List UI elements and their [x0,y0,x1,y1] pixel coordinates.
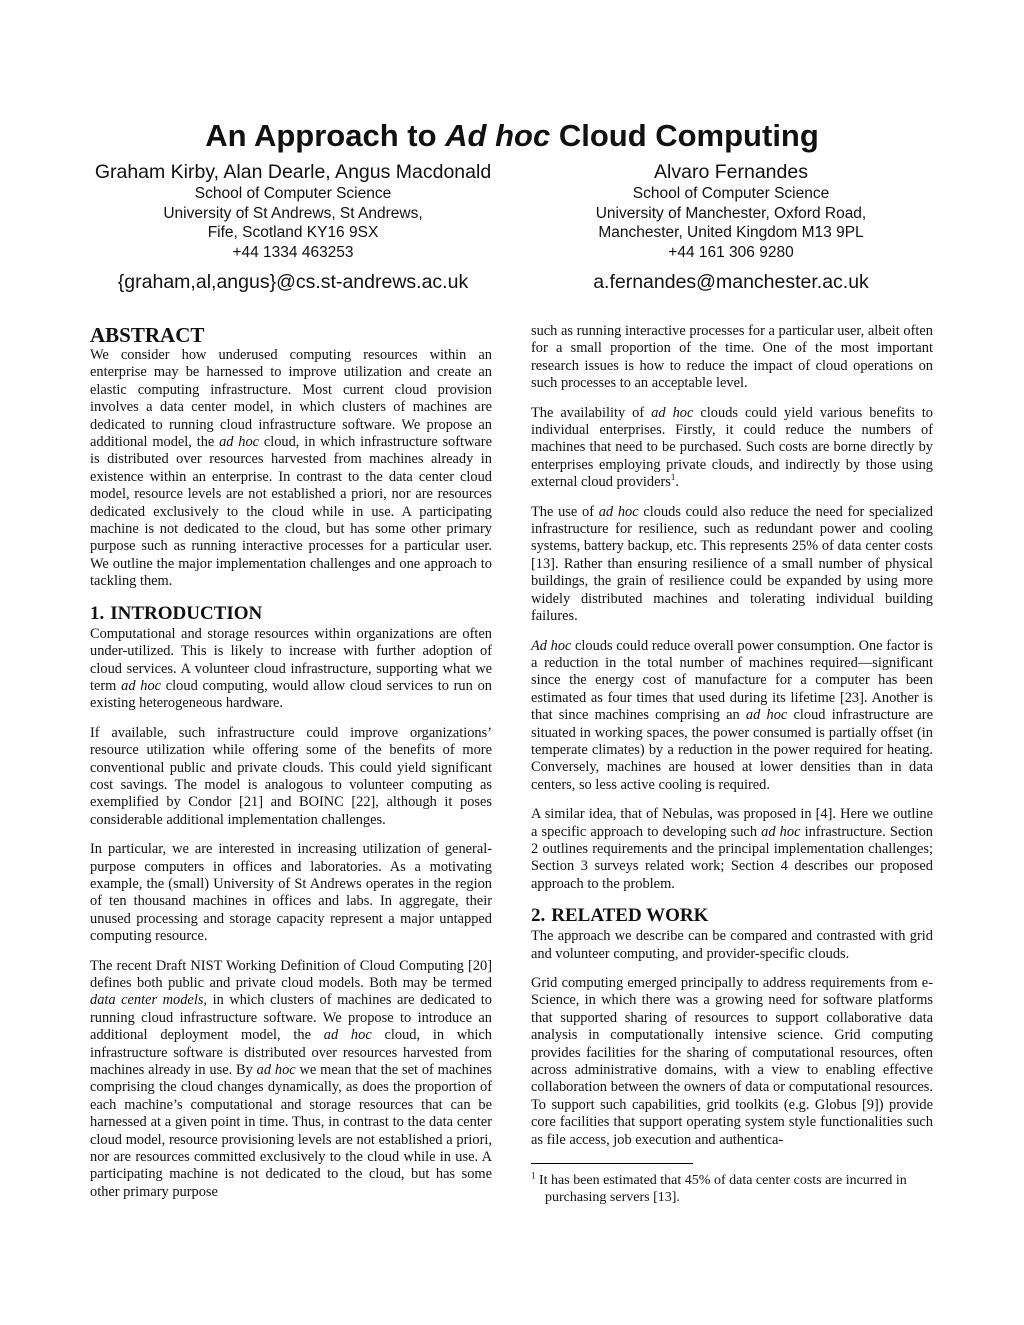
section-heading-introduction: 1. INTRODUCTION [90,602,263,624]
body-paragraph: A similar idea, that of Nebulas, was proposed in [4]. Here we outline a specific approach to developing such ad hoc infrastructure. Section 2 outlines requirements and the principal implementation challenges; Section 3 surveys related work; Section 4 describes our proposed approach to the problem. [531,806,933,892]
affiliation-line: Fife, Scotland KY16 9SX [207,224,379,241]
affiliation-line: School of Computer Science [194,185,392,202]
body-paragraph: Ad hoc clouds could reduce overall power consumption. One factor is a reduction in the total number of machines required—significant since the energy cost of manufacture for a computer has been estimated as four times that used during its lifetime [23]. Another is that since machines comprising an ad hoc cloud infrastructure are situated in working spaces, the power consumed is partially offset (in temperate climates) by a reduction in the power required for heating. Conversely, machines are housed at lower densities than in data centers, so less active cooling is required. [531,637,933,793]
affiliation-line: University of Manchester, Oxford Road, [595,204,867,222]
author-names: Graham Kirby, Alan Dearle, Angus Macdonald [94,161,492,183]
body-paragraph: In particular, we are interested in increasing utilization of general-purpose computers in offices and laboratories. As a motivating example, the (small) University of St Andrews operates in the region of ten thousand machines in offices and labs. In aggregate, their unused processing and storage capacity represent a major untapped computing resource. [90,841,492,945]
paper-title: An Approach to Ad hoc Cloud Computing [205,118,819,153]
affiliation-line: University of St Andrews, St Andrews, [163,204,423,222]
body-paragraph: The use of ad hoc clouds could also reduce the need for specialized infrastructure for resilience, such as redundant power and cooling systems, battery backup, etc. This represents 25% of data center costs [13]. Rather than ensuring resilience of a small number of physical buildings, the grain of resilience could be expanded by using more widely distributed machines and tolerating individual building failures. [531,503,933,625]
phone-line: +44 161 306 9280 [668,243,794,261]
body-paragraph: The recent Draft NIST Working Definition of Cloud Computing [20] defines both public and private cloud models. Both may be termed data center models, in which clusters of machines are dedicated to running cloud infrastructure software. We propose to introduce an additional deployment model, the ad hoc cloud, in which infrastructure software is distributed over resources harvested from machines already in use. By ad hoc we mean that the set of machines comprising the cloud changes dynamically, as does the proportion of each machine’s computational and storage resources that can be harnessed at a given point in time. Thus, in contrast to the data center cloud model, resource provisioning levels are not established a priori, nor are resources committed exclusively to the cloud while in use. A participating machine is not dedicated to the cloud, but has some other primary purpose [90,957,492,1200]
affiliation-line: Manchester, United Kingdom M13 9PL [598,224,864,241]
affiliation-line: School of Computer Science [632,185,830,202]
footnote-divider [531,1163,693,1164]
author-email: a.fernandes@manchester.ac.uk [593,271,869,293]
body-paragraph: The approach we describe can be compared and contrasted with grid and volunteer computing, and provider-specific clouds. [531,928,933,962]
body-paragraph: Grid computing emerged principally to address requirements from e-Science, in which there was a growing need for software platforms that supported sharing of resources to support collaborative data analysis in computationally intensive science. Grid computing provides facilities for the sharing of computational resources, often across administrative domains, with a view to enabling effective collaboration between the owners of data or computational resources. To support such capabilities, grid toolkits (e.g. Globus [9]) provide core facilities that support operating system style functionalities such as file access, job execution and authentica- [531,975,933,1148]
footnote: $^1$ It has been estimated that 45% of data center costs are incurred in purchasing servers [13]. [531,1170,907,1206]
abstract-paragraph: We consider how underused computing resources within an enterprise may be harnessed to improve utilization and create an elastic computing infrastructure. Most current cloud provision involves a data center model, in which clusters of machines are dedicated to running cloud infrastructure software. We propose an additional model, the ad hoc cloud, in which infrastructure software is distributed over resources harvested from machines already in existence within an enterprise. In contrast to the data center cloud model, resource levels are not established a priori, nor are resources dedicated exclusively to the cloud while in use. A participating machine is not dedicated to the cloud, but has some other primary purpose such as running interactive processes for a particular user. We outline the major implementation challenges and one approach to tackling them. [90,347,492,590]
left-column [90,323,492,1213]
abstract-heading: ABSTRACT [90,323,205,347]
right-column [531,323,933,1206]
phone-line: +44 1334 463253 [232,243,354,261]
author-block-manchester [511,160,951,294]
section-heading-related-work: 2. RELATED WORK [531,905,709,927]
author-block-st-andrews [73,160,513,294]
footnote-marker: 1 [670,472,676,483]
body-paragraph: The availability of ad hoc clouds could yield various benefits to individual enterprises. Firstly, it could reduce the numbers of machines that need to be purchased. Such costs are borne directly by enterprises employing private clouds, and indirectly by those using external cloud providers$^1$. [531,404,933,491]
body-paragraph: If available, such infrastructure could improve organizations’ resource utilization while offering some of the benefits of more conventional public and private clouds. This could yield significant cost savings. The model is analogous to volunteer computing as exemplified by Condor [21] and BOINC [22], although it poses considerable additional implementation challenges. [90,724,492,828]
body-paragraph: such as running interactive processes for a particular user, albeit often for a small proportion of the time. One of the most important research issues is how to reduce the impact of cloud operations on such processes to an acceptable level. [531,323,933,392]
body-paragraph: Computational and storage resources within organizations are often under-utilized. This is likely to increase with further adoption of cloud services. A volunteer cloud infrastructure, supporting what we term ad hoc cloud computing, would allow cloud services to run on existing heterogeneous hardware. [90,625,492,712]
author-names: Alvaro Fernandes [654,161,808,183]
author-email: {graham,al,angus}@cs.st-andrews.ac.uk [117,271,469,293]
